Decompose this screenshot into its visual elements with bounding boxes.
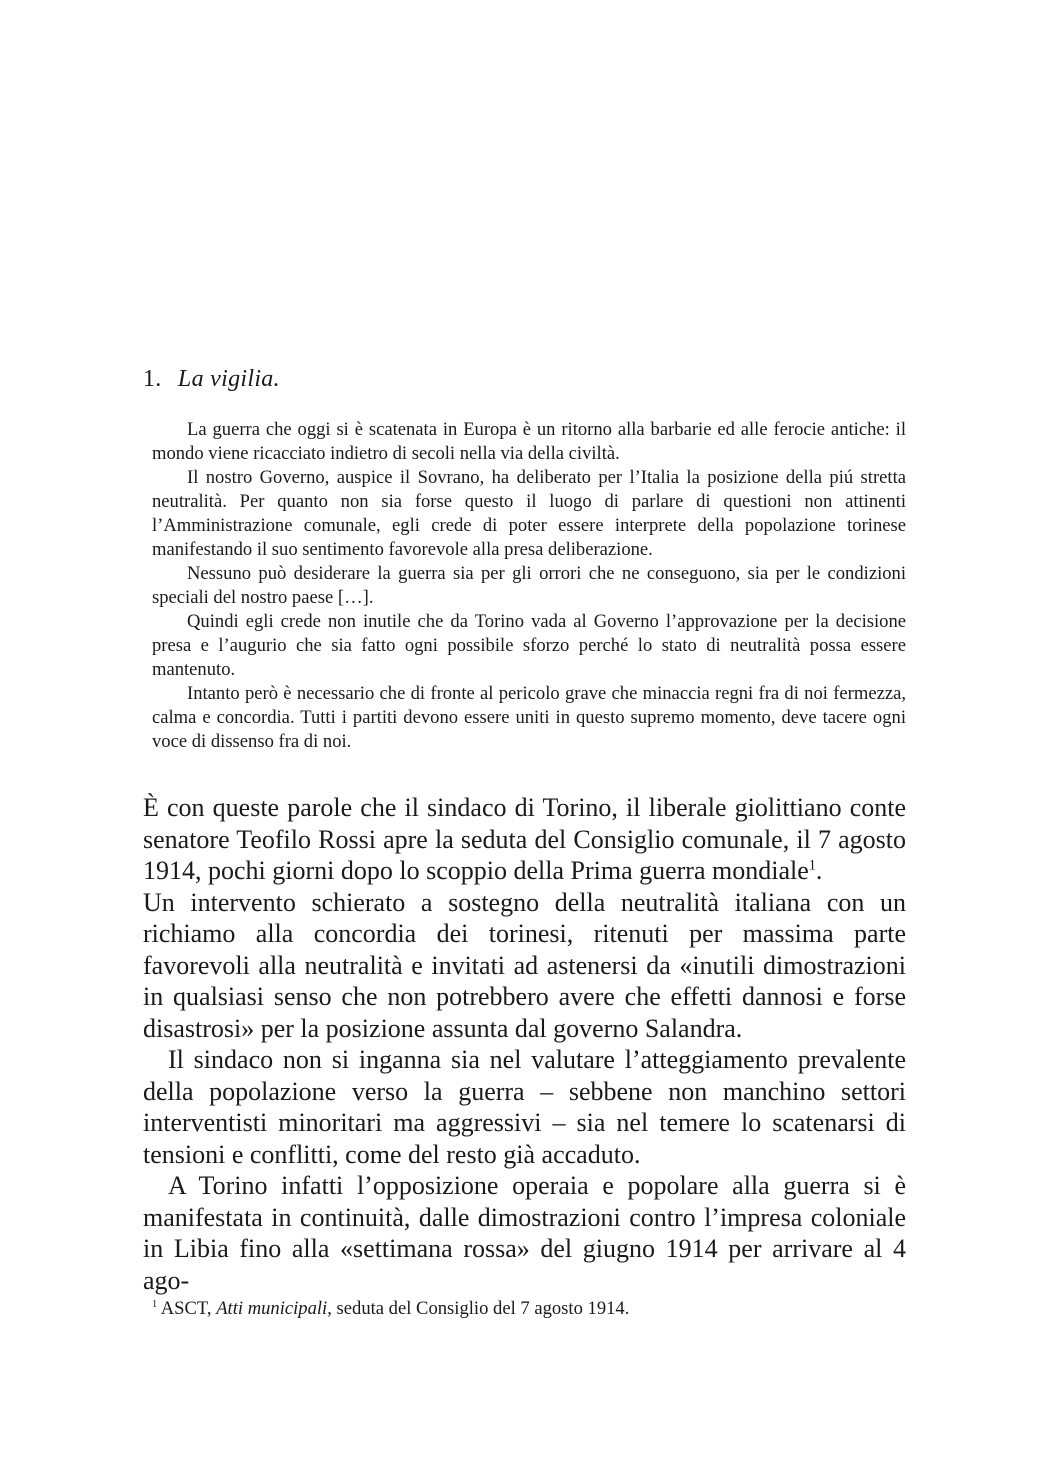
quote-paragraph: La guerra che oggi si è scatenata in Europa è un ritorno alla barbarie ed alle ferocie antiche: il mondo viene ricacciato indietro di secoli nella via della civiltà. [152,419,906,464]
block-quote [152,418,906,754]
quote-paragraph: Il nostro Governo, auspice il Sovrano, ha deliberato per l’Italia la posizione della piú stretta neutralità. Per quanto non sia forse questo il luogo di parlare di questioni non attinenti l’Amministrazione comunale, egli crede di poter essere interprete della popolazione torinese manifestando il suo sentimento favorevole alla presa deliberazione. [152,467,906,560]
section-number: 1. [143,366,162,392]
footnote-rest: , seduta del Consiglio del 7 agosto 1914. [327,1298,630,1319]
body-paragraph: A Torino infatti l’opposizione operaia e popolare alla guerra si è manifestata in continuità, dalle dimostrazioni contro l’impresa coloniale in Libia fino alla «settimana rossa» del giugno 1914 per arrivare al 4 ago- [143,1171,906,1295]
footnote-reference[interactable]: 1 [808,857,816,874]
quote-paragraph: Quindi egli crede non inutile che da Torino vada al Governo l’approvazione per la decisione presa e l’augurio che sia fatto ogni possibile sforzo perché lo stato di neutralità possa essere mantenuto. [152,611,906,680]
body-paragraph: Il sindaco non si inganna sia nel valutare l’atteggiamento prevalente della popolazione verso la guerra – sebbene non manchino settori interventisti minoritari ma aggressivi – sia nel temere lo scatenarsi di tensioni e conflitti, come del resto già accaduto. [143,1045,906,1169]
quote-paragraph: Intanto però è necessario che di fronte al pericolo grave che minaccia regni fra di noi fermezza, calma e concordia. Tutti i partiti devono essere uniti in questo supremo momento, deve tacere ogni voce di dissenso fra di noi. [152,683,906,752]
body-paragraph [143,792,906,887]
section-heading [143,364,280,394]
footnote-marker: 1 [152,1298,158,1310]
footnote-source: ASCT, [160,1298,217,1319]
body-paragraph-end: . [815,856,823,885]
section-title: La vigilia. [177,366,280,392]
quote-paragraph: Nessuno può desiderare la guerra sia per gli orrori che ne conseguono, sia per le condizioni speciali del nostro paese […]. [152,563,906,608]
footnote [152,1297,906,1321]
footnote-title: Atti municipali [216,1298,328,1319]
body-paragraph-text: È con queste parole che il sindaco di Torino, il liberale giolittiano conte senatore Teofilo Rossi apre la seduta del Consiglio comunale, il 7 agosto 1914, pochi giorni dopo lo scoppio della Prima guerra mondiale [143,793,906,885]
body-paragraph: Un intervento schierato a sostegno della neutralità italiana con un richiamo alla concordia dei torinesi, ritenuti per massima parte favorevoli alla neutralità e invitati ad astenersi da «inutili dimostrazioni in qualsiasi senso che non potrebbero avere che effetti dannosi e forse disastrosi» per la posizione assunta dal governo Salandra. [143,887,906,1043]
body-text [143,792,906,1296]
